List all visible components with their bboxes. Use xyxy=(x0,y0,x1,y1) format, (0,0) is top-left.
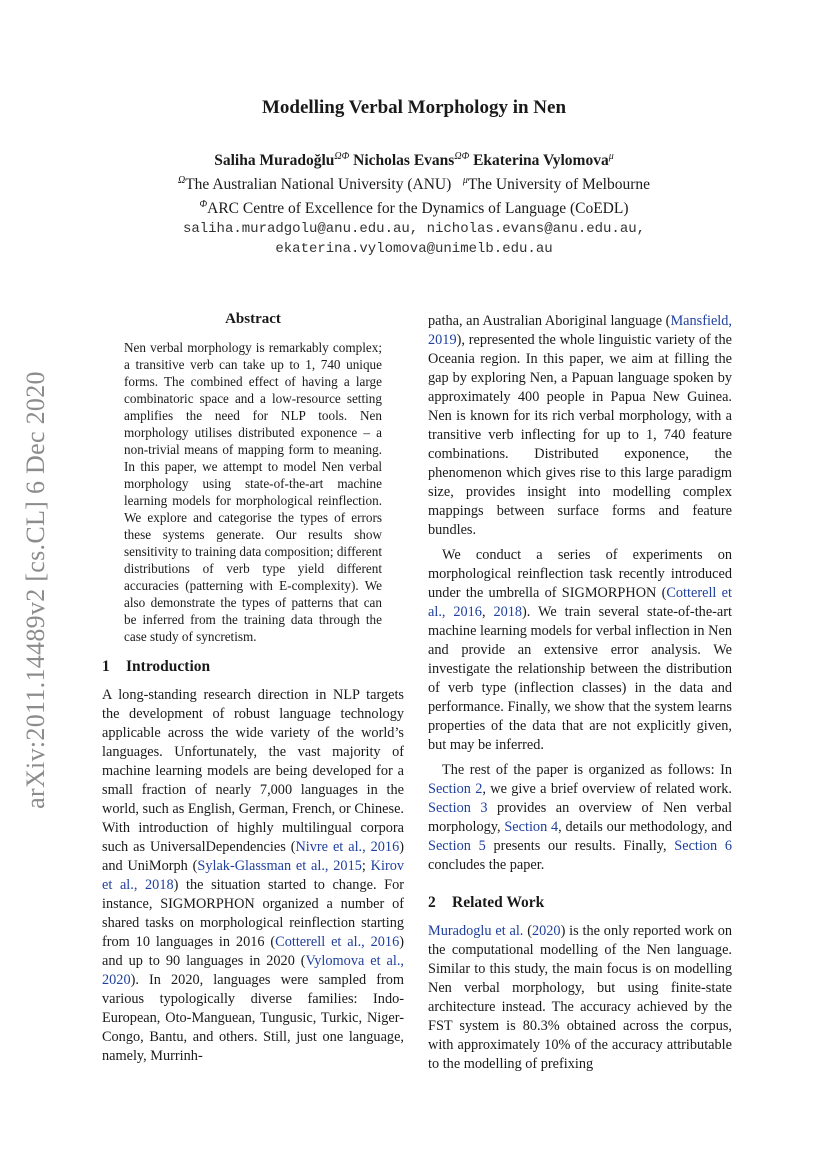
arxiv-stamp: arXiv:2011.14489v2 [cs.CL] 6 Dec 2020 xyxy=(21,371,50,809)
section-link[interactable]: Section 5 xyxy=(428,838,486,854)
citation-link[interactable]: Sylak-Glassman et al., 2015 xyxy=(197,858,362,874)
affiliation-line xyxy=(0,171,828,195)
author-list xyxy=(0,146,828,171)
section-heading-related-work: 2 Related Work xyxy=(428,894,545,911)
abstract-heading: Abstract xyxy=(225,311,281,327)
author-name: Nicholas Evans xyxy=(353,152,455,170)
citation-link[interactable]: 2018 xyxy=(493,604,523,620)
abstract-text: Nen verbal morphology is remarkably complex; a transitive verb can take up to 1, 740 unique forms. The combined effect of having a large combinatoric space and a low-resource setting amplifies the need for NLP tools. Nen morphology utilises distributed exponence – a non-trivial means of mapping form to meaning. In this paper, we attempt to model Nen verbal morphology using state-of-the-art machine learning models for morphological reinflection. We explore and categorise the types of errors these systems generate. Our results show sensitivity to training data composition; different distributions of verb type yield different accuracies (patterning with E-complexity). We also demonstrate the types of patterns that can be inferred from the training data through the case study of syncretism. xyxy=(124,340,382,644)
right-column xyxy=(428,312,732,1080)
affiliation-mark: Φ xyxy=(199,199,208,211)
section-heading-introduction: 1 Introduction xyxy=(102,658,211,675)
related-work-paragraph: Muradoglu et al. (2020) is the only reported work on the computational modelling of the Nen language. Similar to this study, the main focus is on modelling Nen verbal morphology, but using finite-state architecture instead. The accuracy achieved by the FST system is 80.3% obtained across the corpus, with approximately 10% of the accuracy attributable to the modelling of prefixing xyxy=(428,923,732,1072)
citation-link[interactable]: 2020 xyxy=(531,923,561,939)
intro-paragraph: The rest of the paper is organized as follows: In Section 2, we give a brief overview of related work. Section 3 provides an overview of Nen verbal morphology, Section 4, details our methodology, and Section 5 presents our results. Finally, Section 6 concludes the paper. xyxy=(428,762,733,873)
email-line: ekaterina.vylomova@unimelb.edu.au xyxy=(275,241,553,258)
paper-title: Modelling Verbal Morphology in Nen xyxy=(261,97,567,118)
author-emails xyxy=(0,219,828,259)
email-line: saliha.muradgolu@anu.edu.au, nicholas.evans@anu.edu.au, xyxy=(182,221,646,238)
affiliation-line xyxy=(0,195,828,219)
left-column xyxy=(102,308,404,1072)
affiliation-anu: The Australian National University (ANU) xyxy=(185,176,452,194)
author-name: Ekaterina Vylomova xyxy=(473,152,609,170)
section-link[interactable]: Section 6 xyxy=(674,838,733,854)
section-link[interactable]: Section 4 xyxy=(504,819,559,835)
section-link[interactable]: Section 3 xyxy=(428,800,488,816)
author-mark: ΩΦ xyxy=(454,151,470,162)
citation-link[interactable]: Vylomova et al., 2020 xyxy=(102,953,404,988)
citation-link[interactable]: Cotterell et al., 2016 xyxy=(428,585,732,620)
intro-paragraph: A long-standing research direction in NLP targets the development of robust language technology applicable across the wide variety of the world’s languages. Unfortunately, the vast majority of machine learning models are being developed for a small fraction of nearly 7,000 languages in the world, such as English, German, French, or Chinese. With introduction of highly multilingual corpora such as UniversalDependencies (Nivre et al., 2016) and UniMorph (Sylak-Glassman et al., 2015; Kirov et al., 2018) the situation started to change. For instance, SIGMORPHON organized a number of shared tasks on morphological reinflection starting from 10 languages in 2016 (Cotterell et al., 2016) and up to 90 languages in 2020 (Vylomova et al., 2020). In 2020, languages were sampled from various typologically diverse families: Indo-European, Oto-Manguean, Tungusic, Turkic, Niger-Congo, Bantu, and others. Still, just one language, namely, Murrinh- xyxy=(102,687,405,1064)
author-name: Saliha Muradoğlu xyxy=(214,152,335,170)
affiliation-coedl: ARC Centre of Excellence for the Dynamics of Language (CoEDL) xyxy=(207,200,629,218)
affiliation-melbourne: The University of Melbourne xyxy=(467,176,650,194)
author-mark: ΩΦ xyxy=(334,151,350,162)
intro-paragraph: We conduct a series of experiments on morphological reinflection task recently introduced under the umbrella of SIGMORPHON (Cotterell et al., 2016, 2018). We train several state-of-the-art machine learning models for verbal inflection in Nen and provide an extensive error analysis. We investigate the relationship between the distribution of verb type (inflection classes) in the data and performance. Finally, we show that the system learns properties of the data that are not explicitly given, but may be inferred. xyxy=(428,547,732,753)
affiliation-mark: μ xyxy=(462,175,468,187)
citation-link[interactable]: Kirov et al., 2018 xyxy=(102,858,405,893)
citation-link[interactable]: Muradoglu et al. xyxy=(428,923,524,939)
citation-link[interactable]: Cotterell et al., 2016 xyxy=(275,934,400,950)
citation-link[interactable]: Mansfield, 2019 xyxy=(428,313,732,348)
section-link[interactable]: Section 2 xyxy=(428,781,483,797)
paper-header xyxy=(0,96,828,259)
intro-paragraph: patha, an Australian Aboriginal language (Mansfield, 2019), represented the whole linguistic variety of the Oceania region. In this paper, we aim at filling the gap by exploring Nen, a Papuan language spoken by approximately 400 people in Papua New Guinea. Nen is known for its rich verbal morphology, with a transitive verb inflecting for up to 1, 740 feature combinations. Distributed exponence, the phenomenon which gives rise to this large paradigm size, provides insight into modelling complex mappings between surface forms and feature bundles. xyxy=(428,313,732,538)
author-mark: μ xyxy=(608,151,614,162)
citation-link[interactable]: Nivre et al., 2016 xyxy=(295,839,400,855)
affiliation-mark: Ω xyxy=(177,175,186,187)
